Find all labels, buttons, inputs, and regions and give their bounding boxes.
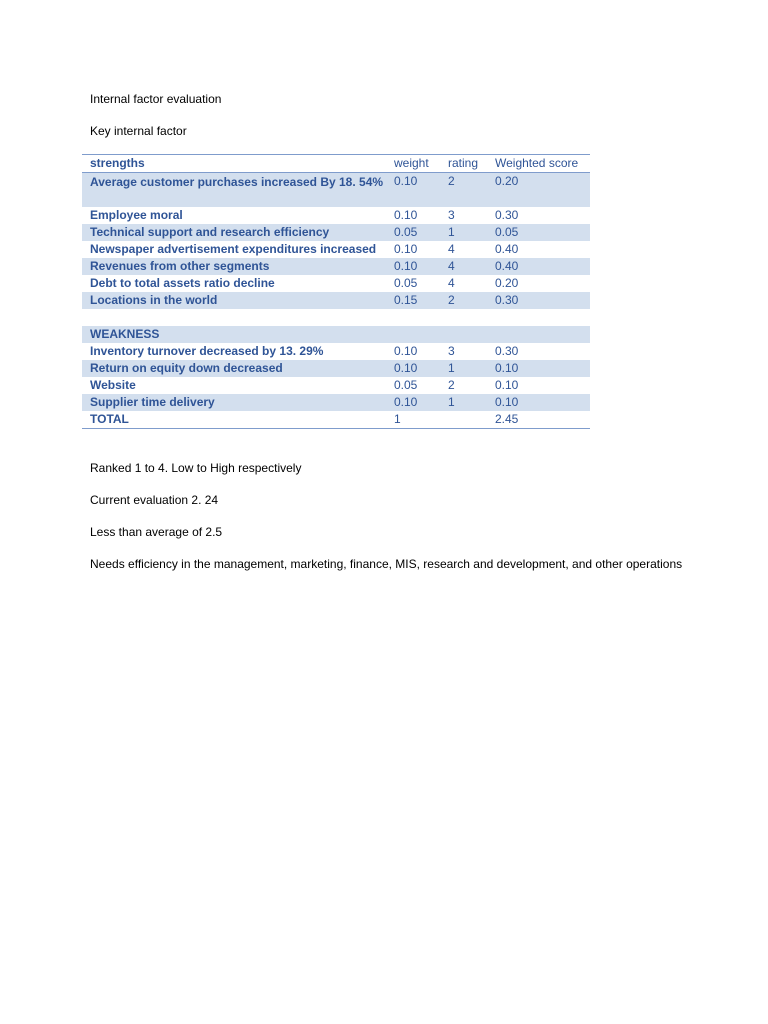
weight-cell: 0.10: [386, 173, 440, 207]
factor-cell: Locations in the world: [82, 292, 386, 309]
table-row: [82, 224, 590, 241]
factor-cell: Employee moral: [90, 207, 183, 222]
table-spacer-row: [82, 309, 590, 326]
factor-cell: Technical support and research efficiency: [82, 224, 386, 241]
score-cell: 0.30: [487, 292, 590, 309]
header-weighted-score: Weighted score: [495, 156, 579, 170]
note-efficiency-needs: Needs efficiency in the management, marketing, finance, MIS, research and development, and other operations: [90, 557, 683, 571]
rating-cell: 1: [440, 360, 487, 377]
score-cell: 0.40: [487, 258, 590, 275]
rating-cell: 2: [440, 292, 487, 309]
score-cell: 0.30: [495, 207, 519, 222]
weight-cell: 0.10: [386, 360, 440, 377]
weight-cell: 0.05: [386, 224, 440, 241]
table-row: [82, 360, 590, 377]
rating-cell: 4: [440, 258, 487, 275]
factor-cell: Return on equity down decreased: [82, 360, 386, 377]
rating-cell: 3: [448, 343, 455, 358]
table-row: [82, 207, 590, 224]
weight-cell: 0.10: [394, 343, 418, 358]
score-cell: 0.05: [487, 224, 590, 241]
weight-cell: 0.05: [394, 275, 418, 290]
score-cell: 0.20: [495, 275, 519, 290]
header-strengths: strengths: [90, 156, 145, 170]
header-rating: rating: [448, 156, 479, 170]
total-rating: [440, 411, 487, 429]
factor-cell: Average customer purchases increased By 18. 54%: [82, 173, 386, 207]
table-row: [82, 241, 590, 258]
table-row: [82, 343, 590, 360]
document-title: Internal factor evaluation: [90, 92, 222, 106]
rating-cell: 1: [440, 224, 487, 241]
rating-cell: 2: [448, 377, 455, 392]
factor-cell: Inventory turnover decreased by 13. 29%: [90, 343, 324, 358]
table-row: [82, 377, 590, 394]
weight-cell: 0.10: [386, 394, 440, 411]
weight-cell: 0.10: [394, 241, 418, 256]
table-row: [82, 258, 590, 275]
total-row: [82, 411, 590, 429]
weakness-heading-row: [82, 326, 590, 343]
table-row: [82, 394, 590, 411]
weakness-heading: WEAKNESS: [82, 326, 386, 343]
table-row: [82, 275, 590, 292]
score-cell: 0.10: [487, 394, 590, 411]
weight-cell: 0.10: [394, 207, 418, 222]
factor-cell: Website: [90, 377, 136, 392]
total-score: 2.45: [495, 411, 519, 426]
note-current-evaluation: Current evaluation 2. 24: [90, 493, 219, 507]
weight-cell: 0.15: [386, 292, 440, 309]
score-cell: 0.40: [495, 241, 519, 256]
factor-cell: Newspaper advertisement expenditures increased: [90, 241, 377, 256]
note-ranking-scale: Ranked 1 to 4. Low to High respectively: [90, 461, 302, 475]
total-label: TOTAL: [90, 411, 129, 426]
table-row: [82, 292, 590, 309]
rating-cell: 3: [448, 207, 455, 222]
weight-cell: 0.10: [386, 258, 440, 275]
note-average-comparison: Less than average of 2.5: [90, 525, 223, 539]
score-cell: 0.30: [495, 343, 519, 358]
header-weight: weight: [394, 156, 429, 170]
factor-cell: Supplier time delivery: [82, 394, 386, 411]
rating-cell: 4: [448, 275, 455, 290]
score-cell: 0.10: [495, 377, 519, 392]
internal-factor-table: [82, 154, 590, 429]
factor-cell: Debt to total assets ratio decline: [90, 275, 275, 290]
score-cell: 0.20: [487, 173, 590, 207]
score-cell: 0.10: [487, 360, 590, 377]
document-subtitle: Key internal factor: [90, 124, 187, 138]
table-header-row: [82, 155, 590, 173]
weight-cell: 0.05: [394, 377, 418, 392]
table-row: [82, 173, 590, 207]
factor-cell: Revenues from other segments: [82, 258, 386, 275]
rating-cell: 1: [440, 394, 487, 411]
total-weight: 1: [394, 411, 401, 426]
rating-cell: 2: [440, 173, 487, 207]
rating-cell: 4: [448, 241, 455, 256]
